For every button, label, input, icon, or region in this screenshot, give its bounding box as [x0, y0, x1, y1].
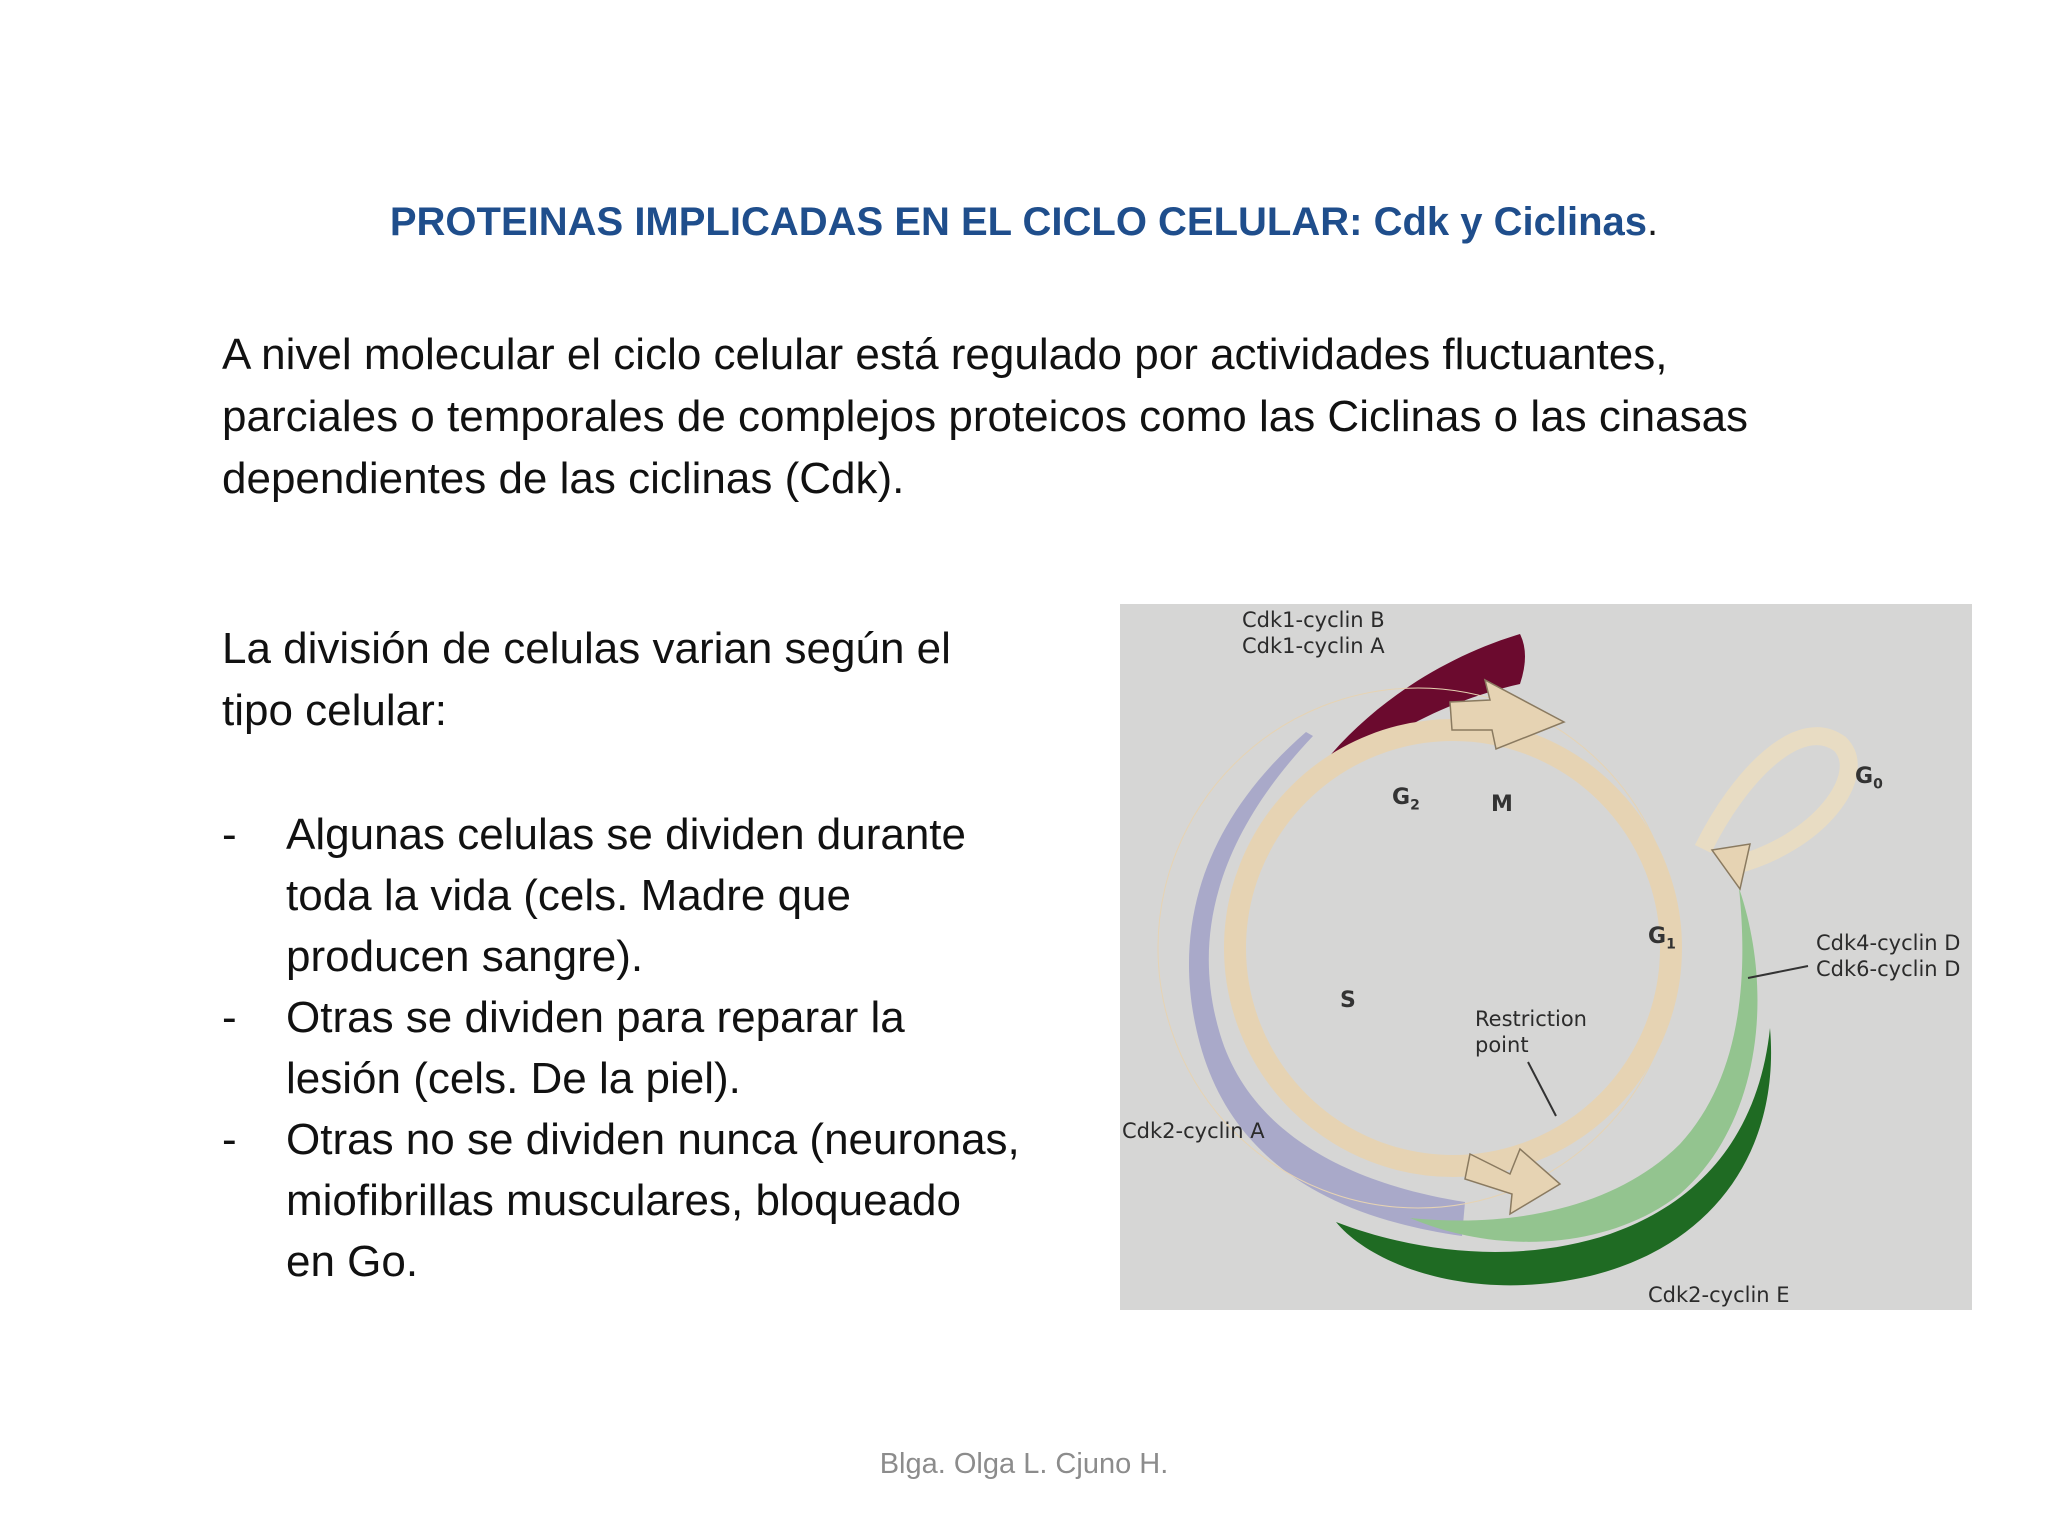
label-restriction-point — [1475, 1006, 1587, 1058]
label-g2 — [1392, 785, 1420, 813]
label-m: M — [1491, 792, 1513, 817]
division-intro — [222, 618, 951, 742]
label-line: Cdk1-cyclin A — [1242, 634, 1385, 658]
list-item — [222, 804, 1020, 987]
slide-title — [0, 200, 2048, 245]
label-cdk46 — [1816, 930, 1960, 982]
g0-loop-arrowhead — [1712, 844, 1750, 889]
label-g1 — [1648, 924, 1676, 952]
bullet-line: toda la vida (cels. Madre que — [286, 871, 851, 920]
list-item — [222, 987, 1020, 1109]
label-line: point — [1475, 1033, 1529, 1057]
cdk46-leader-line — [1748, 966, 1808, 978]
bullet-line: lesión (cels. De la piel). — [286, 1054, 741, 1103]
intro-paragraph — [222, 324, 1872, 510]
bullet-dash: - — [222, 1115, 237, 1164]
label-g0-sub: 0 — [1873, 776, 1883, 793]
bullet-dash: - — [222, 810, 237, 859]
label-line: Restriction — [1475, 1007, 1587, 1031]
title-text: PROTEINAS IMPLICADAS EN EL CICLO CELULAR: Cdk y Ciclinas — [389, 200, 1648, 244]
label-line: Cdk1-cyclin B — [1242, 608, 1385, 632]
bullet-line: en Go. — [286, 1237, 419, 1286]
title-period: . — [1647, 200, 1659, 244]
label-g0-letter: G — [1855, 764, 1874, 789]
label-g1-letter: G — [1648, 924, 1667, 949]
paragraph-line: parciales o temporales de complejos proteicos como las Ciclinas o las cinasas — [222, 392, 1749, 441]
paragraph-line: A nivel molecular el ciclo celular está regulado por actividades fluctuantes, — [222, 330, 1668, 379]
list-item — [222, 1109, 1020, 1292]
cell-cycle-diagram — [1120, 604, 1972, 1310]
intro-line: La división de celulas varian según el — [222, 624, 951, 673]
g0-loop — [1703, 736, 1849, 866]
bullet-line: Otras no se dividen nunca (neuronas, — [286, 1115, 1020, 1164]
bullet-line: miofibrillas musculares, bloqueado — [286, 1176, 961, 1225]
bullet-line: producen sangre). — [286, 932, 644, 981]
label-s: S — [1340, 988, 1356, 1013]
paragraph-line: dependientes de las ciclinas (Cdk). — [222, 454, 905, 503]
label-line: Cdk6-cyclin D — [1816, 957, 1961, 981]
footer-author: Blga. Olga L. Cjuno H. — [879, 1448, 1169, 1480]
bullet-line: Algunas celulas se dividen durante — [286, 810, 967, 859]
label-cdk1 — [1242, 607, 1385, 659]
label-cdk2e: Cdk2-cyclin E — [1648, 1283, 1790, 1307]
label-g0 — [1855, 764, 1883, 792]
restriction-leader-line — [1528, 1062, 1556, 1116]
label-g1-sub: 1 — [1666, 936, 1676, 953]
label-line: Cdk4-cyclin D — [1816, 931, 1961, 955]
cell-cycle-ring-band — [1235, 730, 1671, 1166]
label-g2-letter: G — [1392, 785, 1411, 810]
bullet-dash: - — [222, 993, 237, 1042]
label-cdk2a: Cdk2-cyclin A — [1122, 1119, 1265, 1143]
intro-line: tipo celular: — [222, 686, 448, 735]
bullet-line: Otras se dividen para reparar la — [286, 993, 905, 1042]
bullet-list — [222, 804, 1020, 1292]
label-g2-sub: 2 — [1410, 797, 1420, 814]
